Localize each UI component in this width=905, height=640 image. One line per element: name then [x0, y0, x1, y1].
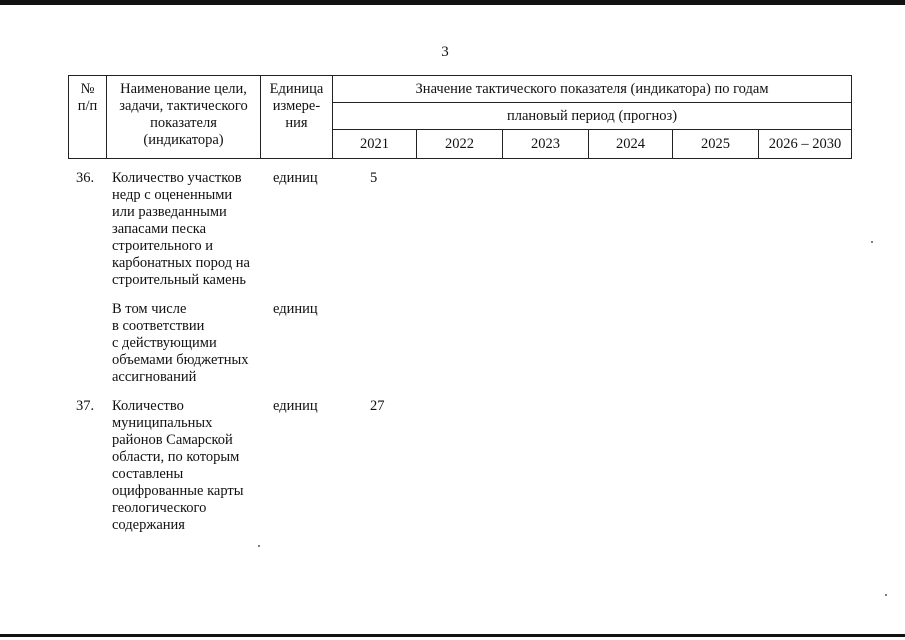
row-name-line: в соответствии: [112, 318, 205, 334]
column-header-year-2021: 2021: [333, 130, 417, 159]
row-name-line: с действующими: [112, 335, 217, 351]
row-unit: единиц: [273, 170, 318, 186]
column-header-year-2026-2030: 2026 – 2030: [759, 130, 852, 159]
row-name-line: В том числе: [112, 301, 187, 317]
row-name-line: содержания: [112, 517, 185, 533]
row-name-line: строительного и: [112, 238, 214, 254]
row-name-line: или разведанными: [112, 204, 227, 220]
row-name-line: Количество: [112, 398, 184, 414]
row-value-2021: 5: [370, 170, 378, 186]
scan-speck: [871, 241, 873, 243]
row-name-line: оцифрованные карты: [112, 483, 244, 499]
row-name-line: объемами бюджетных: [112, 352, 249, 368]
header-unit-line: Единица: [269, 81, 324, 97]
row-indicator-name: [112, 170, 262, 289]
column-header-period: плановый период (прогноз): [333, 103, 852, 130]
row-name-line: строительный камень: [112, 272, 246, 288]
row-number: 36.: [76, 170, 95, 186]
scan-border-bottom: [0, 634, 905, 637]
row-name-line: запасами песка: [112, 221, 207, 237]
scan-border-top: [0, 0, 905, 5]
scan-speck: [885, 594, 887, 596]
row-indicator-name: [112, 301, 262, 386]
column-header-unit: [261, 76, 333, 159]
row-name-line: Количество участков: [112, 170, 242, 186]
row-value-2021: 27: [370, 398, 385, 414]
column-header-year-2023: 2023: [503, 130, 589, 159]
header-name-line: Наименование цели,: [120, 81, 247, 97]
column-header-year-2025: 2025: [673, 130, 759, 159]
header-unit-line: измере-: [272, 98, 321, 114]
indicator-table-header: [68, 75, 852, 159]
row-name-line: геологического: [112, 500, 207, 516]
header-name-line: (индикатора): [143, 132, 224, 148]
row-name-line: области, по которым: [112, 449, 240, 465]
header-name-line: показателя: [150, 115, 217, 131]
row-name-line: составлены: [112, 466, 184, 482]
row-name-line: районов Самарской: [112, 432, 233, 448]
header-unit-line: ния: [285, 115, 308, 131]
column-header-number: [69, 76, 107, 159]
row-name-line: муниципальных: [112, 415, 213, 431]
row-name-line: ассигнований: [112, 369, 197, 385]
row-number: 37.: [76, 398, 95, 414]
row-indicator-name: [112, 398, 262, 534]
header-number-line: №: [80, 81, 95, 97]
column-header-name: [107, 76, 261, 159]
row-unit: единиц: [273, 301, 318, 317]
row-name-line: недр с оцененными: [112, 187, 233, 203]
column-header-values: Значение тактического показателя (индикатора) по годам: [333, 76, 852, 103]
column-header-year-2024: 2024: [589, 130, 673, 159]
scan-speck: [258, 545, 260, 547]
header-number-line: п/п: [77, 98, 98, 114]
column-header-year-2022: 2022: [417, 130, 503, 159]
row-name-line: карбонатных пород на: [112, 255, 250, 271]
row-unit: единиц: [273, 398, 318, 414]
page-number: 3: [441, 44, 449, 60]
header-name-line: задачи, тактического: [119, 98, 248, 114]
